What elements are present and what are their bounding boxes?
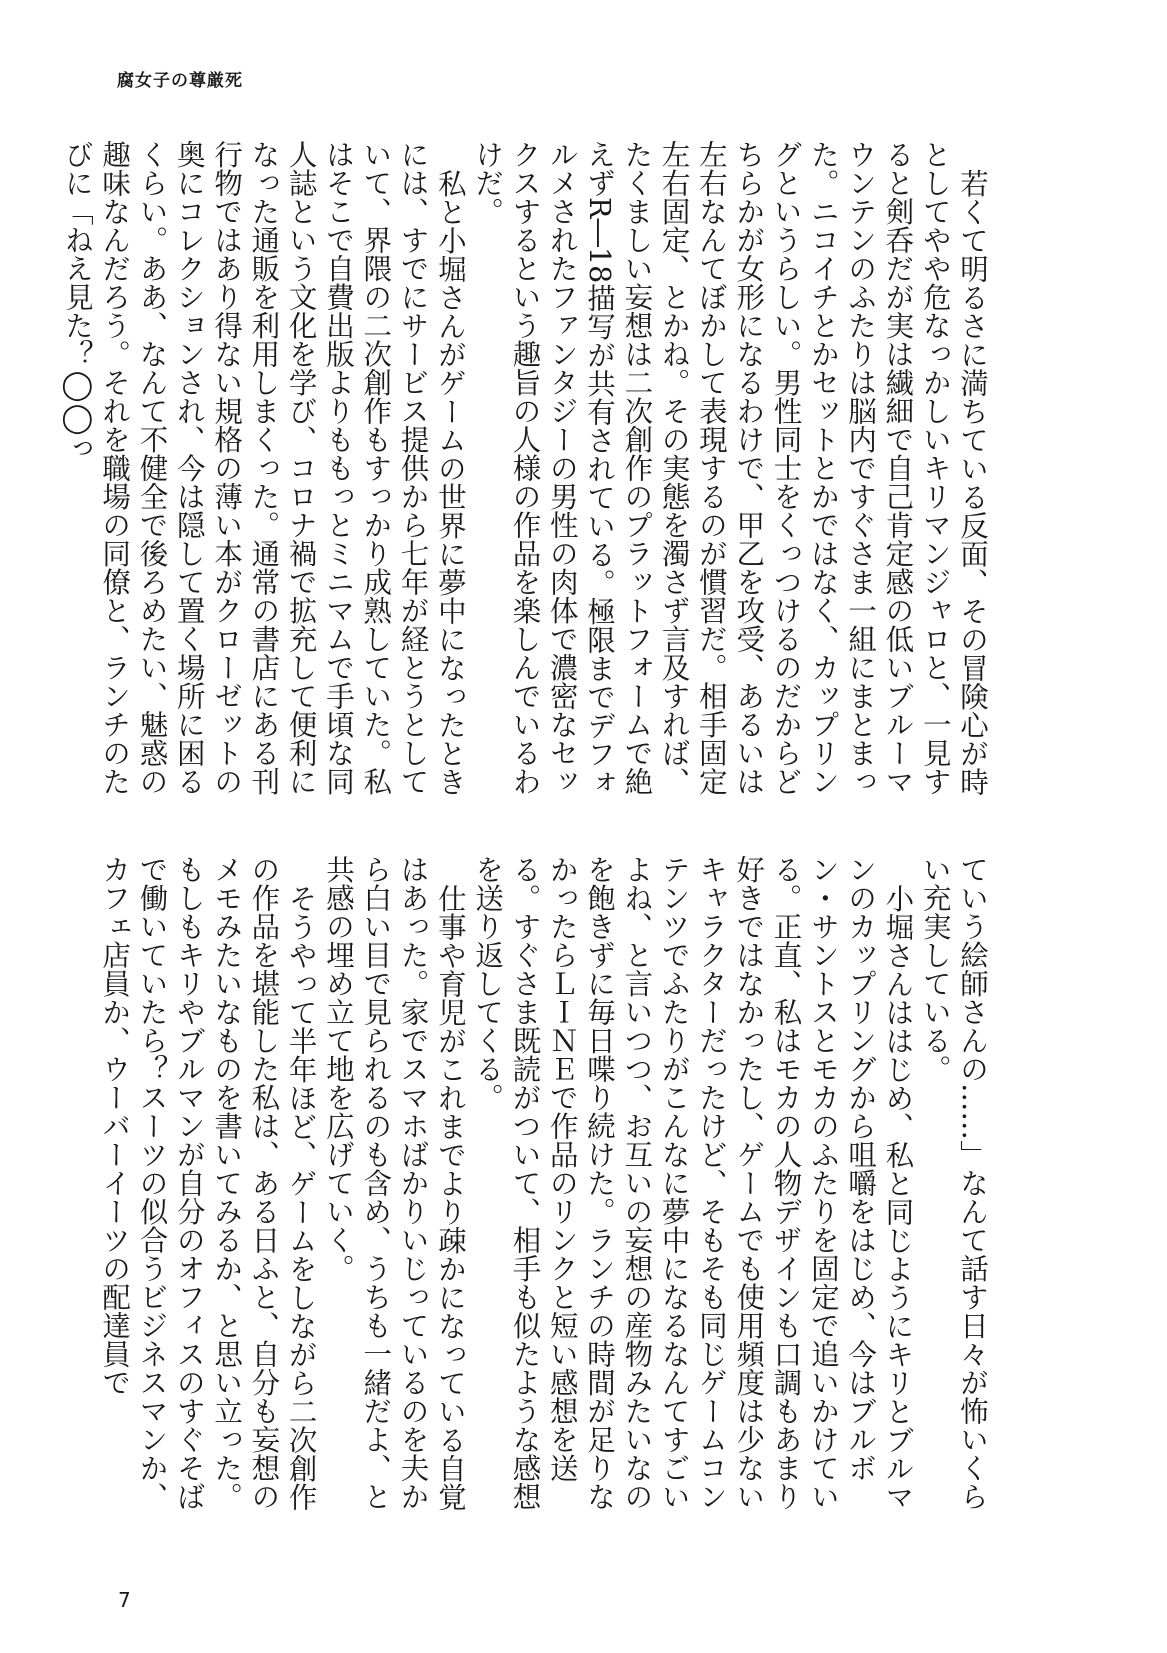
- paragraph-continued: ていう絵師さんの……」なんて話す日々が怖いくらい充実している。: [918, 855, 989, 1511]
- running-head: 腐女子の尊厳死: [117, 71, 243, 91]
- paragraph: そうやって半年ほど、ゲームをしながら二次創作の作品を堪能した私は、ある日ふと、自分も妄想のメモみたいなものを書いてみるか、と思い立った。もしもキリやブルマンが自分のオフィスのすぐそばで働いていたら？スーツの似合うビジネスマンか、カフェ店員か、ウーバーイーツの配達員で: [98, 855, 318, 1511]
- page-number: 7: [118, 1588, 131, 1612]
- paragraph: 仕事や育児がこれまでより疎かになっている自覚はあった。家でスマホばかりいじっているのを夫から白い目で見られるのも含め、うちも一緒だよ、と共感の埋め立て地を広げていく。: [321, 855, 467, 1511]
- upper-text-block: [60, 140, 991, 800]
- paragraph: 私と小堀さんがゲームの世界に夢中になったときには、すでにサービス提供から七年が経とうとしていて、界隈の二次創作もすっかり成熟していた。私はそこで自費出版よりももっとミニマムで手頃な同人誌という文化を学び、コロナ禍で拡充して便利になった通販を利用しまくった。通常の書店にある刊行物ではあり得ない規格の薄い本がクローゼットの奥にコレクションされ、今は隠して置く場所に困るくらい。ああ、なんて不健全で後ろめたい、魅惑の趣味なんだろう。それを職場の同僚と、ランチのたびに「ねえ見た？◯◯っ: [60, 140, 467, 796]
- paragraph: 小堀さんははじめ、私と同じようにキリとブルマンのカップリングから咀嚼をはじめ、今はブルボン・サントスとモカのふたりを固定で追いかけている。正直、私はモカの人物デザインも口調もあまり好きではなかったし、ゲームでも使用頻度は少ないキャラクターだったけど、そもそも同じゲームコンテンツでふたりがこんなに夢中になるなんてすごいよね、と言いつつ、お互いの妄想の産物みたいなのを飽きずに毎日喋り続けた。ランチの時間が足りなかったらＬＩＮＥで作品のリンクと短い感想を送る。すぐさま既読がついて、相手も似たような感想を送り返してくる。: [471, 855, 915, 1511]
- lower-text-block: [98, 855, 991, 1515]
- paragraph: 若くて明るさに満ちている反面、その冒険心が時としてやや危なっかしいキリマンジャロと、一見すると剣呑だが実は繊細で自己肯定感の低いブルーマウンテンのふたりは脳内ですぐさま一組にまとまった。ニコイチとかセットとかではなく、カップリングというらしい。男性同士をくっつけるのだからどちらかが女形になるわけで、甲乙を攻受、あるいは左右なんてぼかして表現するのが慣習だ。相手固定左右固定、とかね。その実態を濁さず言及すれば、たくましい妄想は二次創作のプラットフォームで絶えずR―18描写が共有されている。極限までデフォルメされたファンタジーの男性の肉体で濃密なセックスするという趣旨の人様の作品を楽しんでいるわけだ。: [471, 140, 989, 797]
